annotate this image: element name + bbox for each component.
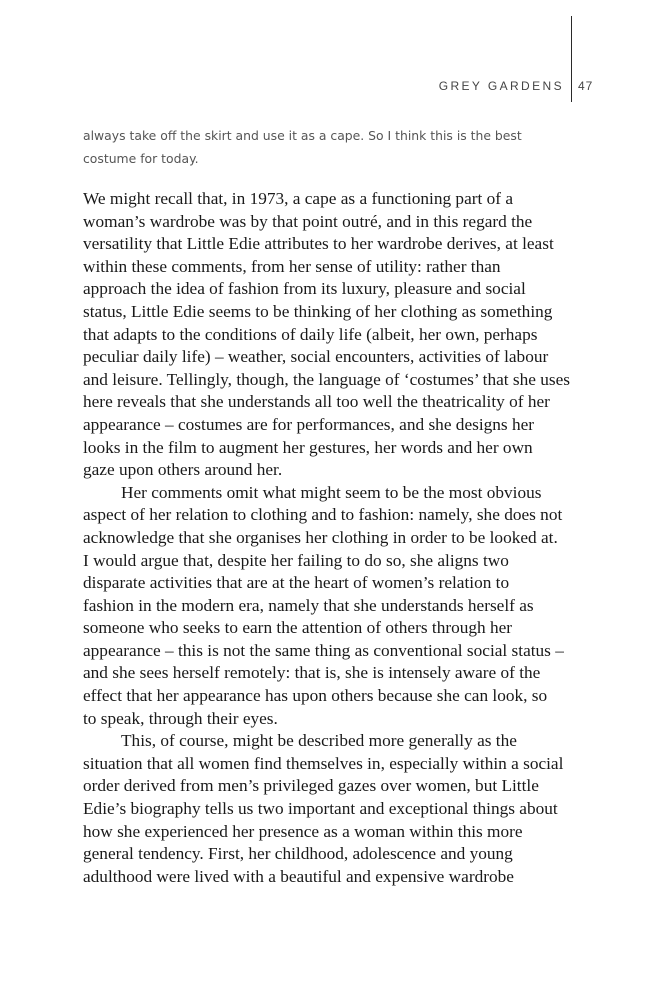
body-line: appearance – this is not the same thing as conventional social status – <box>83 640 564 660</box>
body-line: status, Little Edie seems to be thinking of her clothing as something <box>83 301 553 321</box>
body-line: adulthood were lived with a beautiful and expensive wardrobe <box>83 866 514 886</box>
body-line: someone who seeks to earn the attention of others through her <box>83 618 513 638</box>
quoted-extract <box>83 124 583 170</box>
body-line: and leisure. Tellingly, though, the language of ‘costumes’ that she uses <box>83 369 571 389</box>
body-line: and she sees herself remotely: that is, she is intensely aware of the <box>83 663 541 683</box>
body-line: situation that all women find themselves in, especially within a social <box>83 753 564 773</box>
body-line: woman’s wardrobe was by that point outré, and in this regard the <box>83 211 533 231</box>
body-text <box>83 188 583 888</box>
body-line: effect that her appearance has upon others because she can look, so <box>83 686 548 706</box>
body-line: to speak, through their eyes. <box>83 708 278 728</box>
header-rule <box>571 16 572 102</box>
body-line: We might recall that, in 1973, a cape as a functioning part of a <box>83 189 514 208</box>
body-line: within these comments, from her sense of utility: rather than <box>83 256 501 276</box>
body-line: I would argue that, despite her failing to do so, she aligns two <box>83 550 509 570</box>
body-line: acknowledge that she organises her clothing in order to be looked at. <box>83 527 558 547</box>
body-line: versatility that Little Edie attributes to her wardrobe derives, at least <box>83 234 554 254</box>
body-line: that adapts to the conditions of daily life (albeit, her own, perhaps <box>83 324 538 344</box>
running-head: GREY GARDENS <box>438 79 564 93</box>
body-line: approach the idea of fashion from its luxury, pleasure and social <box>83 279 526 299</box>
body-line: how she experienced her presence as a woman within this more <box>83 821 523 841</box>
body-line: disparate activities that are at the heart of women’s relation to <box>83 573 510 593</box>
body-line: aspect of her relation to clothing and to fashion: namely, she does not <box>83 505 563 525</box>
body-line: here reveals that she understands all too well the theatricality of her <box>83 392 550 412</box>
body-line: appearance – costumes are for performances, and she designs her <box>83 414 535 434</box>
body-line-paragraph-start: Her comments omit what might seem to be the most obvious <box>121 482 542 502</box>
body-line-paragraph-start: This, of course, might be described more generally as the <box>121 731 517 751</box>
page-number: 47 <box>578 79 594 93</box>
body-line: peculiar daily life) – weather, social encounters, activities of labour <box>83 347 549 367</box>
body-line: looks in the film to augment her gestures, her words and her own <box>83 437 533 457</box>
extract-line: costume for today. <box>83 151 199 166</box>
extract-line: always take off the skirt and use it as a cape. So I think this is the best <box>83 128 522 143</box>
body-line: general tendency. First, her childhood, adolescence and young <box>83 844 513 864</box>
body-line: gaze upon others around her. <box>83 460 283 480</box>
body-line: fashion in the modern era, namely that she understands herself as <box>83 595 534 615</box>
body-line: order derived from men’s privileged gazes over women, but Little <box>83 776 539 796</box>
body-line: Edie’s biography tells us two important and exceptional things about <box>83 799 558 819</box>
